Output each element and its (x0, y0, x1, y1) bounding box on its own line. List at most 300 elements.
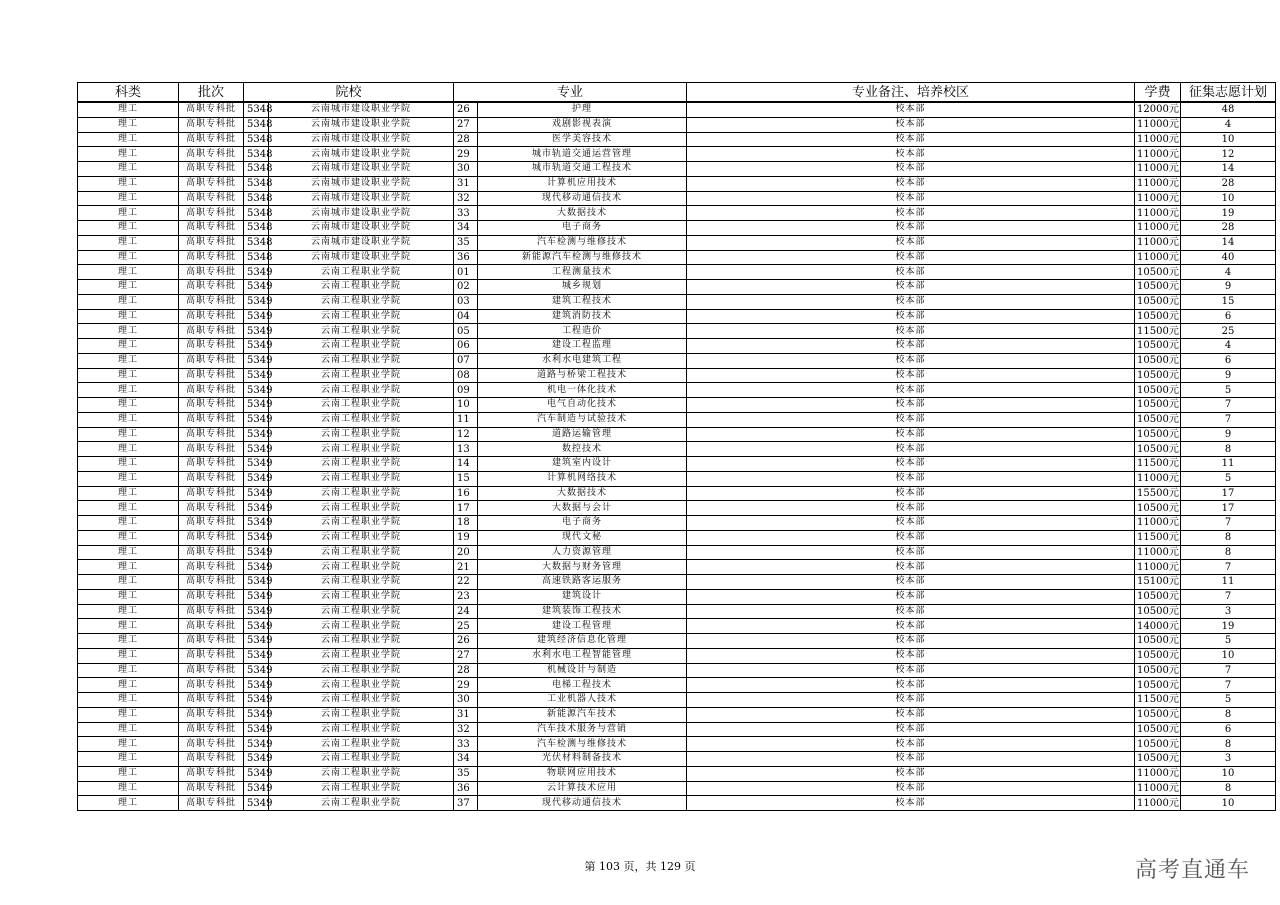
cell-plan-count: 10 (1181, 796, 1276, 811)
cell-major-name: 水利水电工程智能管理 (478, 648, 687, 663)
cell-notes-campus: 校本部 (687, 206, 1135, 221)
table-row (78, 796, 1276, 811)
cell-school-name: 云南工程职业学院 (269, 604, 454, 619)
cell-plan-count: 10 (1181, 132, 1276, 147)
cell-notes-campus: 校本部 (687, 707, 1135, 722)
cell-tuition: 10500元 (1135, 752, 1181, 767)
table-row (78, 176, 1276, 191)
cell-plan-count: 8 (1181, 545, 1276, 560)
cell-school-code: 5349 (244, 309, 269, 324)
table-body (78, 102, 1276, 811)
table-row (78, 339, 1276, 354)
table-row (78, 648, 1276, 663)
cell-plan-count: 9 (1181, 368, 1276, 383)
page-number: 第 103 页，共 129 页 (584, 860, 696, 873)
cell-notes-campus: 校本部 (687, 766, 1135, 781)
table-row (78, 663, 1276, 678)
cell-school-name: 云南工程职业学院 (269, 353, 454, 368)
cell-batch: 高职专科批 (179, 353, 244, 368)
cell-school-code: 5348 (244, 206, 269, 221)
table-row (78, 516, 1276, 531)
cell-school-name: 云南工程职业学院 (269, 663, 454, 678)
cell-school-code: 5349 (244, 457, 269, 472)
cell-notes-campus: 校本部 (687, 412, 1135, 427)
cell-school-code: 5349 (244, 619, 269, 634)
cell-plan-count: 15 (1181, 294, 1276, 309)
cell-batch: 高职专科批 (179, 221, 244, 236)
table-row (78, 442, 1276, 457)
cell-school-code: 5349 (244, 516, 269, 531)
cell-subject-type: 理工 (78, 752, 179, 767)
cell-notes-campus: 校本部 (687, 471, 1135, 486)
cell-notes-campus: 校本部 (687, 191, 1135, 206)
table-row (78, 545, 1276, 560)
cell-batch: 高职专科批 (179, 486, 244, 501)
cell-major-code: 27 (454, 648, 478, 663)
cell-school-code: 5348 (244, 147, 269, 162)
cell-school-name: 云南工程职业学院 (269, 324, 454, 339)
cell-major-code: 29 (454, 147, 478, 162)
cell-major-name: 人力资源管理 (478, 545, 687, 560)
cell-notes-campus: 校本部 (687, 634, 1135, 649)
cell-major-name: 云计算技术应用 (478, 781, 687, 796)
cell-major-name: 数控技术 (478, 442, 687, 457)
cell-major-code: 01 (454, 265, 478, 280)
cell-batch: 高职专科批 (179, 309, 244, 324)
cell-school-name: 云南城市建设职业学院 (269, 250, 454, 265)
cell-batch: 高职专科批 (179, 604, 244, 619)
cell-major-code: 36 (454, 250, 478, 265)
cell-subject-type: 理工 (78, 250, 179, 265)
cell-major-code: 14 (454, 457, 478, 472)
header-plan-count: 征集志愿计划 (1181, 83, 1276, 103)
cell-plan-count: 19 (1181, 619, 1276, 634)
cell-subject-type: 理工 (78, 235, 179, 250)
cell-major-code: 17 (454, 501, 478, 516)
cell-major-code: 07 (454, 353, 478, 368)
cell-plan-count: 4 (1181, 117, 1276, 132)
cell-school-code: 5349 (244, 442, 269, 457)
cell-major-code: 28 (454, 132, 478, 147)
cell-school-code: 5349 (244, 280, 269, 295)
cell-major-name: 工业机器人技术 (478, 693, 687, 708)
cell-tuition: 11000元 (1135, 796, 1181, 811)
cell-notes-campus: 校本部 (687, 250, 1135, 265)
cell-major-name: 高速铁路客运服务 (478, 575, 687, 590)
cell-school-code: 5348 (244, 102, 269, 117)
cell-plan-count: 48 (1181, 102, 1276, 117)
cell-subject-type: 理工 (78, 619, 179, 634)
cell-notes-campus: 校本部 (687, 486, 1135, 501)
cell-notes-campus: 校本部 (687, 545, 1135, 560)
cell-batch: 高职专科批 (179, 737, 244, 752)
table-row (78, 575, 1276, 590)
cell-plan-count: 6 (1181, 353, 1276, 368)
cell-tuition: 10500元 (1135, 353, 1181, 368)
cell-notes-campus: 校本部 (687, 589, 1135, 604)
cell-major-code: 21 (454, 560, 478, 575)
table-row (78, 162, 1276, 177)
cell-school-name: 云南工程职业学院 (269, 560, 454, 575)
cell-school-name: 云南工程职业学院 (269, 722, 454, 737)
cell-plan-count: 7 (1181, 589, 1276, 604)
cell-notes-campus: 校本部 (687, 752, 1135, 767)
cell-subject-type: 理工 (78, 766, 179, 781)
cell-major-code: 16 (454, 486, 478, 501)
table-row (78, 383, 1276, 398)
cell-school-code: 5349 (244, 368, 269, 383)
cell-school-code: 5349 (244, 545, 269, 560)
cell-major-code: 31 (454, 176, 478, 191)
cell-batch: 高职专科批 (179, 501, 244, 516)
cell-school-code: 5349 (244, 265, 269, 280)
cell-school-name: 云南工程职业学院 (269, 501, 454, 516)
cell-plan-count: 9 (1181, 280, 1276, 295)
cell-tuition: 11500元 (1135, 693, 1181, 708)
cell-school-name: 云南工程职业学院 (269, 427, 454, 442)
cell-subject-type: 理工 (78, 516, 179, 531)
cell-notes-campus: 校本部 (687, 176, 1135, 191)
cell-notes-campus: 校本部 (687, 663, 1135, 678)
cell-batch: 高职专科批 (179, 383, 244, 398)
cell-batch: 高职专科批 (179, 427, 244, 442)
cell-tuition: 11000元 (1135, 781, 1181, 796)
cell-notes-campus: 校本部 (687, 693, 1135, 708)
cell-plan-count: 25 (1181, 324, 1276, 339)
cell-batch: 高职专科批 (179, 339, 244, 354)
cell-plan-count: 10 (1181, 191, 1276, 206)
cell-notes-campus: 校本部 (687, 117, 1135, 132)
cell-batch: 高职专科批 (179, 619, 244, 634)
cell-tuition: 15500元 (1135, 486, 1181, 501)
cell-subject-type: 理工 (78, 781, 179, 796)
cell-subject-type: 理工 (78, 545, 179, 560)
cell-batch: 高职专科批 (179, 102, 244, 117)
cell-school-code: 5349 (244, 412, 269, 427)
cell-plan-count: 8 (1181, 442, 1276, 457)
table-row (78, 324, 1276, 339)
cell-major-code: 36 (454, 781, 478, 796)
cell-batch: 高职专科批 (179, 265, 244, 280)
table-header-row (78, 83, 1276, 103)
cell-batch: 高职专科批 (179, 560, 244, 575)
cell-school-name: 云南工程职业学院 (269, 294, 454, 309)
cell-major-name: 现代移动通信技术 (478, 796, 687, 811)
cell-batch: 高职专科批 (179, 250, 244, 265)
cell-school-name: 云南工程职业学院 (269, 530, 454, 545)
cell-tuition: 10500元 (1135, 648, 1181, 663)
table-row (78, 486, 1276, 501)
cell-school-code: 5349 (244, 781, 269, 796)
cell-plan-count: 28 (1181, 221, 1276, 236)
table-row (78, 737, 1276, 752)
cell-school-name: 云南城市建设职业学院 (269, 206, 454, 221)
cell-notes-campus: 校本部 (687, 575, 1135, 590)
cell-tuition: 10500元 (1135, 501, 1181, 516)
cell-tuition: 11500元 (1135, 530, 1181, 545)
cell-major-name: 汽车制造与试验技术 (478, 412, 687, 427)
cell-school-name: 云南城市建设职业学院 (269, 235, 454, 250)
cell-subject-type: 理工 (78, 221, 179, 236)
cell-batch: 高职专科批 (179, 781, 244, 796)
cell-tuition: 10500元 (1135, 604, 1181, 619)
cell-school-name: 云南工程职业学院 (269, 619, 454, 634)
cell-major-name: 建筑装饰工程技术 (478, 604, 687, 619)
cell-batch: 高职专科批 (179, 294, 244, 309)
cell-school-name: 云南工程职业学院 (269, 766, 454, 781)
cell-plan-count: 4 (1181, 265, 1276, 280)
cell-major-name: 工程测量技术 (478, 265, 687, 280)
cell-batch: 高职专科批 (179, 412, 244, 427)
cell-notes-campus: 校本部 (687, 265, 1135, 280)
cell-school-code: 5349 (244, 737, 269, 752)
cell-major-code: 15 (454, 471, 478, 486)
cell-major-name: 建筑消防技术 (478, 309, 687, 324)
cell-major-code: 05 (454, 324, 478, 339)
cell-batch: 高职专科批 (179, 678, 244, 693)
cell-subject-type: 理工 (78, 589, 179, 604)
cell-notes-campus: 校本部 (687, 368, 1135, 383)
cell-major-code: 11 (454, 412, 478, 427)
cell-major-name: 电梯工程技术 (478, 678, 687, 693)
cell-school-code: 5348 (244, 117, 269, 132)
cell-school-name: 云南城市建设职业学院 (269, 132, 454, 147)
cell-school-code: 5349 (244, 324, 269, 339)
cell-subject-type: 理工 (78, 693, 179, 708)
table-row (78, 781, 1276, 796)
cell-notes-campus: 校本部 (687, 722, 1135, 737)
cell-subject-type: 理工 (78, 486, 179, 501)
cell-school-name: 云南城市建设职业学院 (269, 117, 454, 132)
cell-tuition: 10500元 (1135, 737, 1181, 752)
cell-subject-type: 理工 (78, 324, 179, 339)
table-row (78, 457, 1276, 472)
cell-plan-count: 8 (1181, 530, 1276, 545)
cell-subject-type: 理工 (78, 383, 179, 398)
cell-batch: 高职专科批 (179, 530, 244, 545)
admission-plan-table (77, 82, 1276, 811)
cell-school-name: 云南工程职业学院 (269, 545, 454, 560)
table-row (78, 132, 1276, 147)
cell-batch: 高职专科批 (179, 796, 244, 811)
cell-major-code: 26 (454, 102, 478, 117)
cell-notes-campus: 校本部 (687, 427, 1135, 442)
cell-school-code: 5349 (244, 796, 269, 811)
cell-school-name: 云南工程职业学院 (269, 471, 454, 486)
cell-tuition: 11000元 (1135, 560, 1181, 575)
cell-major-name: 大数据技术 (478, 206, 687, 221)
cell-notes-campus: 校本部 (687, 147, 1135, 162)
cell-batch: 高职专科批 (179, 206, 244, 221)
cell-school-name: 云南城市建设职业学院 (269, 221, 454, 236)
cell-tuition: 11000元 (1135, 162, 1181, 177)
cell-tuition: 15100元 (1135, 575, 1181, 590)
cell-tuition: 10500元 (1135, 427, 1181, 442)
cell-major-code: 18 (454, 516, 478, 531)
cell-subject-type: 理工 (78, 575, 179, 590)
cell-plan-count: 19 (1181, 206, 1276, 221)
cell-batch: 高职专科批 (179, 132, 244, 147)
table-row (78, 250, 1276, 265)
cell-plan-count: 7 (1181, 412, 1276, 427)
cell-tuition: 11500元 (1135, 324, 1181, 339)
cell-major-name: 电子商务 (478, 516, 687, 531)
cell-plan-count: 10 (1181, 648, 1276, 663)
table-row (78, 766, 1276, 781)
cell-major-name: 光伏材料制备技术 (478, 752, 687, 767)
cell-school-name: 云南工程职业学院 (269, 516, 454, 531)
cell-notes-campus: 校本部 (687, 678, 1135, 693)
cell-notes-campus: 校本部 (687, 339, 1135, 354)
cell-subject-type: 理工 (78, 722, 179, 737)
table-row (78, 102, 1276, 117)
cell-subject-type: 理工 (78, 412, 179, 427)
cell-plan-count: 7 (1181, 398, 1276, 413)
cell-major-name: 现代文秘 (478, 530, 687, 545)
cell-tuition: 10500元 (1135, 368, 1181, 383)
cell-notes-campus: 校本部 (687, 235, 1135, 250)
table-row (78, 678, 1276, 693)
cell-major-code: 03 (454, 294, 478, 309)
cell-tuition: 14000元 (1135, 619, 1181, 634)
table-row (78, 707, 1276, 722)
cell-tuition: 11000元 (1135, 516, 1181, 531)
cell-school-code: 5349 (244, 766, 269, 781)
header-major-notes-campus: 专业备注、培养校区 (687, 83, 1135, 103)
cell-tuition: 11000元 (1135, 250, 1181, 265)
cell-major-code: 37 (454, 796, 478, 811)
cell-major-name: 大数据与会计 (478, 501, 687, 516)
cell-batch: 高职专科批 (179, 191, 244, 206)
cell-tuition: 11000元 (1135, 132, 1181, 147)
table-row (78, 412, 1276, 427)
cell-plan-count: 7 (1181, 516, 1276, 531)
cell-batch: 高职专科批 (179, 648, 244, 663)
table-row (78, 368, 1276, 383)
cell-major-name: 大数据技术 (478, 486, 687, 501)
cell-major-code: 34 (454, 221, 478, 236)
cell-school-name: 云南工程职业学院 (269, 486, 454, 501)
cell-tuition: 11500元 (1135, 457, 1181, 472)
table-row (78, 589, 1276, 604)
cell-notes-campus: 校本部 (687, 221, 1135, 236)
cell-tuition: 11000元 (1135, 235, 1181, 250)
cell-batch: 高职专科批 (179, 516, 244, 531)
cell-plan-count: 8 (1181, 707, 1276, 722)
cell-plan-count: 28 (1181, 176, 1276, 191)
cell-school-code: 5349 (244, 575, 269, 590)
cell-notes-campus: 校本部 (687, 442, 1135, 457)
cell-tuition: 12000元 (1135, 102, 1181, 117)
cell-major-code: 23 (454, 589, 478, 604)
cell-notes-campus: 校本部 (687, 102, 1135, 117)
cell-major-name: 道路与桥梁工程技术 (478, 368, 687, 383)
cell-plan-count: 5 (1181, 383, 1276, 398)
cell-notes-campus: 校本部 (687, 383, 1135, 398)
cell-plan-count: 12 (1181, 147, 1276, 162)
cell-school-code: 5349 (244, 722, 269, 737)
cell-plan-count: 10 (1181, 766, 1276, 781)
table-row (78, 206, 1276, 221)
cell-school-name: 云南工程职业学院 (269, 796, 454, 811)
cell-subject-type: 理工 (78, 501, 179, 516)
cell-school-name: 云南工程职业学院 (269, 737, 454, 752)
cell-subject-type: 理工 (78, 162, 179, 177)
cell-tuition: 10500元 (1135, 722, 1181, 737)
cell-major-code: 24 (454, 604, 478, 619)
cell-major-code: 33 (454, 737, 478, 752)
cell-school-name: 云南工程职业学院 (269, 368, 454, 383)
cell-school-code: 5349 (244, 353, 269, 368)
cell-notes-campus: 校本部 (687, 353, 1135, 368)
cell-major-name: 工程造价 (478, 324, 687, 339)
cell-subject-type: 理工 (78, 206, 179, 221)
cell-major-code: 26 (454, 634, 478, 649)
cell-subject-type: 理工 (78, 678, 179, 693)
cell-plan-count: 5 (1181, 634, 1276, 649)
cell-notes-campus: 校本部 (687, 294, 1135, 309)
cell-plan-count: 17 (1181, 486, 1276, 501)
cell-major-name: 道路运输管理 (478, 427, 687, 442)
cell-subject-type: 理工 (78, 560, 179, 575)
cell-major-code: 22 (454, 575, 478, 590)
cell-notes-campus: 校本部 (687, 648, 1135, 663)
cell-major-code: 25 (454, 619, 478, 634)
cell-tuition: 11000元 (1135, 471, 1181, 486)
cell-major-name: 建设工程监理 (478, 339, 687, 354)
cell-notes-campus: 校本部 (687, 516, 1135, 531)
cell-tuition: 11000元 (1135, 221, 1181, 236)
cell-plan-count: 17 (1181, 501, 1276, 516)
cell-school-code: 5348 (244, 235, 269, 250)
cell-major-name: 建筑工程技术 (478, 294, 687, 309)
cell-major-name: 机械设计与制造 (478, 663, 687, 678)
cell-major-name: 汽车检测与维修技术 (478, 737, 687, 752)
cell-major-code: 27 (454, 117, 478, 132)
cell-subject-type: 理工 (78, 663, 179, 678)
cell-subject-type: 理工 (78, 102, 179, 117)
cell-major-code: 09 (454, 383, 478, 398)
cell-tuition: 11000元 (1135, 206, 1181, 221)
table-row (78, 147, 1276, 162)
cell-major-code: 31 (454, 707, 478, 722)
cell-school-code: 5348 (244, 250, 269, 265)
cell-tuition: 10500元 (1135, 442, 1181, 457)
cell-tuition: 11000元 (1135, 176, 1181, 191)
cell-notes-campus: 校本部 (687, 796, 1135, 811)
table-row (78, 604, 1276, 619)
cell-school-name: 云南工程职业学院 (269, 383, 454, 398)
cell-batch: 高职专科批 (179, 280, 244, 295)
cell-plan-count: 3 (1181, 604, 1276, 619)
cell-school-name: 云南工程职业学院 (269, 678, 454, 693)
cell-school-code: 5349 (244, 634, 269, 649)
cell-major-name: 医学美容技术 (478, 132, 687, 147)
table-row (78, 309, 1276, 324)
cell-school-code: 5349 (244, 604, 269, 619)
cell-major-name: 电子商务 (478, 221, 687, 236)
cell-tuition: 11000元 (1135, 147, 1181, 162)
header-school: 院校 (244, 83, 454, 103)
table-row (78, 722, 1276, 737)
cell-plan-count: 7 (1181, 560, 1276, 575)
cell-school-code: 5349 (244, 560, 269, 575)
cell-subject-type: 理工 (78, 368, 179, 383)
cell-major-name: 建筑室内设计 (478, 457, 687, 472)
cell-plan-count: 6 (1181, 722, 1276, 737)
cell-tuition: 10500元 (1135, 383, 1181, 398)
cell-tuition: 10500元 (1135, 398, 1181, 413)
